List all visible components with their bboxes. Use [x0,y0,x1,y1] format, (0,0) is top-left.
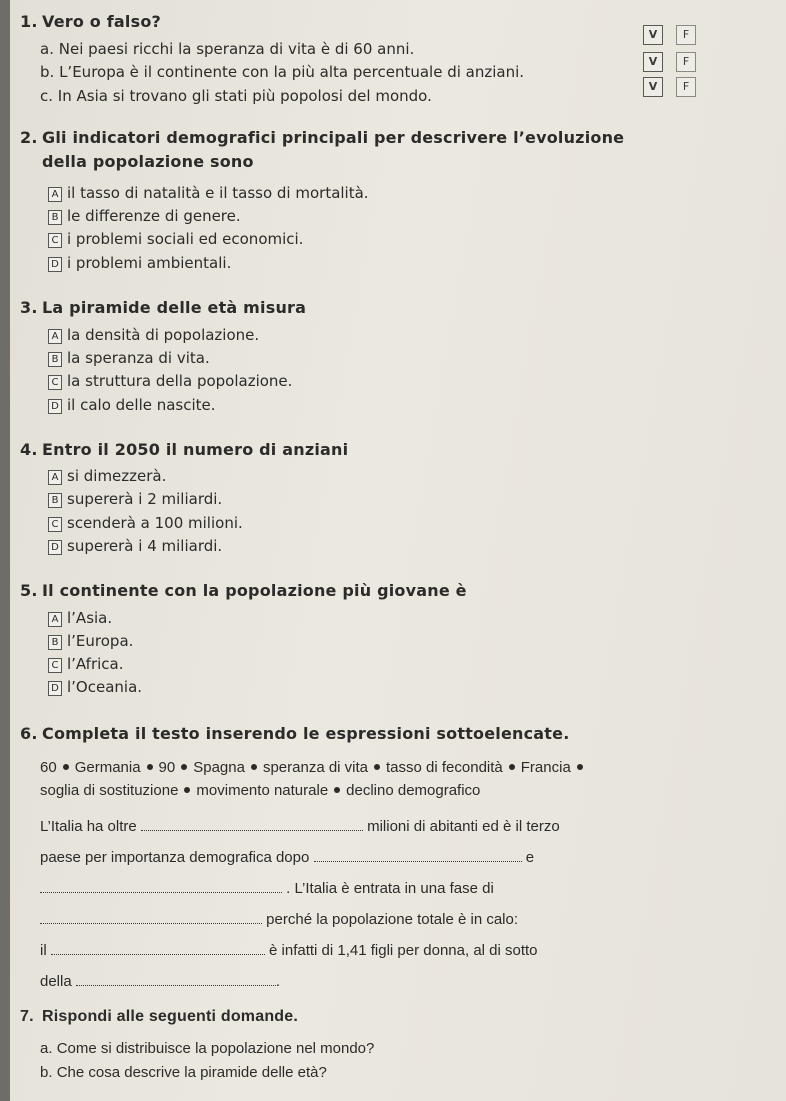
checkbox-b[interactable]: B [48,635,62,650]
blank-6[interactable] [76,973,276,986]
q1-c-true-box[interactable]: V [643,77,663,97]
page-binding-edge [0,0,10,1101]
checkbox-b[interactable]: B [48,210,62,225]
question-3-title: 3. La piramide delle età misura [20,298,307,317]
q4-option-b[interactable]: B supererà i 2 miliardi. [48,490,222,508]
q6-text-line-1: L’Italia ha oltre milioni di abitanti ed è il terzo [40,818,560,835]
q6-word-bank-line-1: 60 Germania 90 Spagna speranza di vita tasso di fecondità Francia [40,759,589,776]
q6-word-bank-line-2: soglia di sostituzione movimento naturale declino demografico [40,782,481,799]
q1-b-false-box[interactable]: F [676,52,696,72]
q3-option-b[interactable]: B la speranza di vita. [48,349,210,367]
checkbox-a[interactable]: A [48,329,62,344]
q5-option-a[interactable]: A l’Asia. [48,609,112,627]
q7-question-a: a. Come si distribuisce la popolazione nel mondo? [40,1040,375,1057]
q6-text-line-5: il è infatti di 1,41 figli per donna, al di sotto [40,942,538,959]
q5-option-c[interactable]: C l’Africa. [48,655,123,673]
q1-a-true-box[interactable]: V [643,25,663,45]
q1-item-a: a. Nei paesi ricchi la speranza di vita è di 60 anni. [40,40,415,58]
blank-2[interactable] [314,849,522,862]
checkbox-a[interactable]: A [48,612,62,627]
checkbox-c[interactable]: C [48,375,62,390]
q5-option-b[interactable]: B l’Europa. [48,632,133,650]
q1-item-b: b. L’Europa è il continente con la più alta percentuale di anziani. [40,63,525,81]
checkbox-c[interactable]: C [48,658,62,673]
blank-5[interactable] [51,942,265,955]
question-7-title: 7. Rispondi alle seguenti domande. [20,1008,299,1025]
q4-option-c[interactable]: C scenderà a 100 milioni. [48,514,243,532]
question-4-title: 4. Entro il 2050 il numero di anziani [20,440,349,459]
checkbox-d[interactable]: D [48,399,62,414]
q1-b-true-box[interactable]: V [643,52,663,72]
checkbox-b[interactable]: B [48,352,62,367]
checkbox-d[interactable]: D [48,540,62,555]
q1-a-false-box[interactable]: F [676,25,696,45]
q6-text-line-3: . L’Italia è entrata in una fase di [40,880,494,897]
question-2-title: 2. Gli indicatori demografici principali per descrivere l’evoluzione della popolazione sono [20,128,625,171]
q6-text-line-4: perché la popolazione totale è in calo: [40,911,518,928]
blank-1[interactable] [141,818,363,831]
blank-4[interactable] [40,911,262,924]
checkbox-d[interactable]: D [48,681,62,696]
question-5-title: 5. Il continente con la popolazione più giovane è [20,581,467,600]
q5-option-d[interactable]: D l’Oceania. [48,678,142,696]
q4-option-a[interactable]: A si dimezzerà. [48,467,166,485]
q7-question-b: b. Che cosa descrive la piramide delle età? [40,1064,327,1081]
q2-option-b[interactable]: B le differenze di genere. [48,207,241,225]
q4-option-d[interactable]: D supererà i 4 miliardi. [48,537,222,555]
q3-option-c[interactable]: C la struttura della popolazione. [48,372,292,390]
checkbox-d[interactable]: D [48,257,62,272]
blank-3[interactable] [40,880,282,893]
q3-option-a[interactable]: A la densità di popolazione. [48,326,259,344]
checkbox-b[interactable]: B [48,493,62,508]
question-6-title: 6. Completa il testo inserendo le espressioni sottoelencate. [20,724,570,743]
q1-item-c: c. In Asia si trovano gli stati più popolosi del mondo. [40,87,432,105]
q2-option-a[interactable]: A il tasso di natalità e il tasso di mortalità. [48,184,369,202]
q2-option-c[interactable]: C i problemi sociali ed economici. [48,230,303,248]
checkbox-c[interactable]: C [48,517,62,532]
question-1-title: 1. Vero o falso? [20,12,162,31]
checkbox-a[interactable]: A [48,470,62,485]
q6-text-line-2: paese per importanza demografica dopo e [40,849,535,866]
q2-option-d[interactable]: D i problemi ambientali. [48,254,231,272]
checkbox-c[interactable]: C [48,233,62,248]
checkbox-a[interactable]: A [48,187,62,202]
q6-text-line-6: della . [40,973,281,990]
q3-option-d[interactable]: D il calo delle nascite. [48,396,216,414]
q1-c-false-box[interactable]: F [676,77,696,97]
